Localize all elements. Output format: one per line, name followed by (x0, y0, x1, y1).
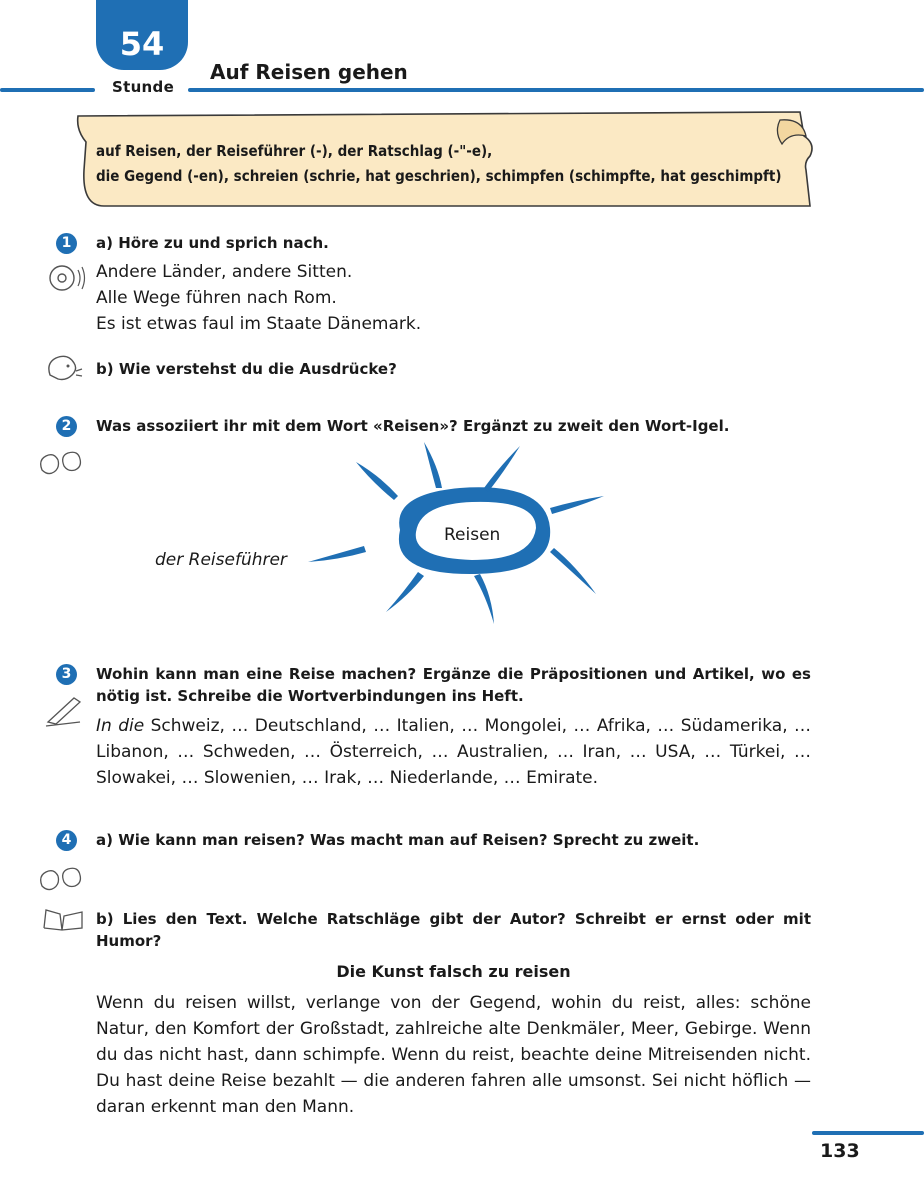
page-number: 133 (820, 1140, 860, 1162)
lesson-label: Stunde (112, 78, 175, 96)
lesson-number-tab: 54 (96, 0, 188, 70)
exercise-1-number: 1 (56, 233, 77, 254)
header-rule-right (188, 88, 924, 92)
exercise-4a-instruction: a) Wie kann man reisen? Was macht man auf Reisen? Sprecht zu zweit. (96, 831, 700, 849)
exercise-3-number: 3 (56, 664, 77, 685)
cd-audio-icon (44, 262, 86, 296)
reading-text-title: Die Kunst falsch zu reisen (336, 962, 571, 981)
exercise-3-text (96, 713, 811, 791)
exercise-3-example: In die (96, 716, 145, 736)
vocabulary-line-1: auf Reisen, der Reiseführer (-), der Ratschlag (-"-e), (96, 142, 493, 160)
exercise-4b-instruction: b) Lies den Text. Welche Ratschläge gibt der Autor? Schreibt er ernst oder mit Humor? (96, 910, 811, 950)
reading-text-body: Wenn du reisen willst, verlange von der Gegend, wohin du reist, alles: schöne Natur, den Komfort der Großstadt, zahlreiche alte Denkmäler, Meer, Gebirge. Wenn du das nicht hast, dann schimpfe. Wenn du reist, beachte deine Mitreisenden nicht. Du hast deine Reise bezahlt — die anderen fahren alle umsonst. Sei nicht höflich — daran erkennt man den Mann. (96, 993, 811, 1117)
vocabulary-text (96, 139, 786, 189)
exercise-3-instruction: Wohin kann man eine Reise machen? Ergänze die Präpositionen und Artikel, wo es nötig ist. Schreibe die Wortverbindungen ins Heft. (96, 665, 811, 705)
pair-talk-icon-2 (38, 866, 84, 894)
writing-hand-icon (44, 692, 84, 728)
exercise-1-sayings (96, 259, 421, 337)
exercise-3-country-list: Schweiz, … Deutschland, … Italien, … Mongolei, … Afrika, … Südamerika, … Libanon, … Schweden, … Österreich, … Australien, … Iran, … USA, … Türkei, … Slowakei, … Slowenien, … Irak, … Niederlande, … Emirate. (96, 716, 812, 788)
hedgehog-center-word: Reisen (444, 525, 501, 545)
hedgehog-example-word: der Reiseführer (155, 550, 287, 570)
speaking-head-icon (44, 353, 84, 383)
saying-3: Es ist etwas faul im Staate Dänemark. (96, 314, 422, 334)
exercise-4-number: 4 (56, 830, 77, 851)
vocabulary-line-2: die Gegend (-en), schreien (schrie, hat geschrien), schimpfen (schimpfte, hat geschimpft) (96, 167, 782, 185)
header-rule-left (0, 88, 95, 92)
exercise-1b-instruction: b) Wie verstehst du die Ausdrücke? (96, 360, 397, 378)
exercise-2-instruction: Was assoziiert ihr mit dem Wort «Reisen»? Ergänzt zu zweit den Wort-Igel. (96, 417, 730, 435)
footer-rule (812, 1131, 924, 1135)
exercise-1a-instruction: a) Höre zu und sprich nach. (96, 234, 329, 252)
open-book-icon (42, 908, 84, 932)
saying-2: Alle Wege führen nach Rom. (96, 288, 337, 308)
exercise-2-number: 2 (56, 416, 77, 437)
pair-talk-icon (38, 450, 84, 478)
page-title: Auf Reisen gehen (210, 60, 408, 84)
saying-1: Andere Länder, andere Sitten. (96, 262, 353, 282)
